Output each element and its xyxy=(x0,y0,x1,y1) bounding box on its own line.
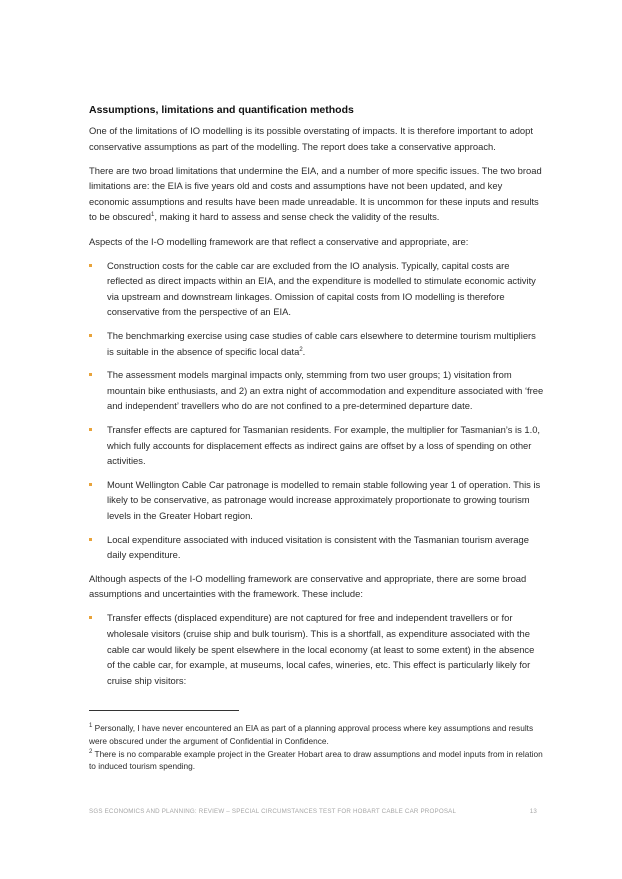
footnote-marker-1: 1 xyxy=(89,723,93,730)
list-item-text: Mount Wellington Cable Car patronage is modelled to remain stable following year 1 of operation. This is likely to be conservative, as patronage would increase approximately proportionate to growing tourism levels in the Greater Hobart region. xyxy=(107,478,541,521)
bullet-icon xyxy=(89,428,92,431)
paragraph-uncertainties: Although aspects of the I-O modelling framework are conservative and appropriate, there are some broad assumptions and uncertainties with the framework. These include: xyxy=(89,572,527,600)
uncertainties-list xyxy=(89,610,544,688)
footnote-2 xyxy=(89,748,549,774)
paragraph-aspects: Aspects of the I-O modelling framework are that reflect a conservative and appropriate, are: xyxy=(89,235,469,247)
list-item xyxy=(89,532,544,563)
list-item xyxy=(89,422,544,469)
footnote-ref-2[interactable]: 2 xyxy=(299,346,303,353)
footnote-marker-2: 2 xyxy=(89,748,93,755)
list-item xyxy=(89,477,544,524)
footnote-divider xyxy=(89,710,239,711)
bullet-icon xyxy=(89,616,92,619)
footnote-2-text: There is no comparable example project in the Greater Hobart area to draw assumptions and model inputs from in relation to induced tourism spending. xyxy=(89,748,543,772)
list-item-text: Construction costs for the cable car are excluded from the IO analysis. Typically, capital costs are reflected as direct impacts within an EIA, and the expenditure is modelled to stimulate economic activity via upstream and downstream linkages. Omission of capital costs from IO modelling is therefore conservative from the perspective of an EIA. xyxy=(107,259,536,318)
page-footer xyxy=(89,808,537,815)
section-heading: Assumptions, limitations and quantification methods xyxy=(89,104,354,116)
list-item xyxy=(89,258,544,320)
bullet-icon xyxy=(89,264,92,267)
list-item-text: The benchmarking exercise using case studies of cable cars elsewhere to determine tourism multipliers is suitable in the absence of specific local data xyxy=(107,330,536,357)
list-item xyxy=(89,610,544,688)
list-item xyxy=(89,328,544,359)
paragraph-limitations xyxy=(89,163,544,225)
footnote-ref-1[interactable]: 1 xyxy=(151,212,155,219)
list-item-text: The assessment models marginal impacts only, stemming from two user groups; 1) visitation from mountain bike enthusiasts, and 2) an extra night of accommodation and expenditure associated with ‘free and independent’ travellers who do are not confined to a pre-determined departure date. xyxy=(107,369,544,412)
list-item-text: Local expenditure associated with induced visitation is consistent with the Tasmanian tourism average daily expenditure. xyxy=(107,533,529,561)
bullet-icon xyxy=(89,538,92,541)
list-item-text: Transfer effects are captured for Tasmanian residents. For example, the multiplier for Tasmanian’s is 1.0, which fully accounts for displacement effects as indirect gains are offset by a loss of spending on other activities. xyxy=(107,424,541,467)
bullet-icon xyxy=(89,483,92,486)
conservative-aspects-list xyxy=(89,258,544,563)
list-item-text: Transfer effects (displaced expenditure) are not captured for free and independent travellers or for wholesale visitors (cruise ship and bulk tourism). This is a shortfall, as expenditure associated with the cable car would likely be spent elsewhere in the local economy (at least to some extent) in the absence of the cable car, for example, at museums, local cafes, wineries, etc. This effect is particularly likely for cruise ship visitors: xyxy=(107,612,535,686)
main-content xyxy=(89,103,544,696)
bullet-icon xyxy=(89,373,92,376)
bullet-icon xyxy=(89,334,92,337)
list-item xyxy=(89,367,544,414)
paragraph-limitations-tail: , making it hard to assess and sense check the validity of the results. xyxy=(154,211,440,223)
page-number: 13 xyxy=(529,808,537,815)
paragraph-intro: One of the limitations of IO modelling is its possible overstating of impacts. It is therefore important to adopt conservative assumptions as part of the modelling. The report does take a conservative approach. xyxy=(89,125,533,152)
footnote-1-text: Personally, I have never encountered an EIA as part of a planning approval process where key assumptions and results were obscured under the argument of Confidential in Confidence. xyxy=(89,723,534,746)
paragraph-limitations-text: There are two broad limitations that undermine the EIA, and a number of more specific issues. The two broad limitations are: the EIA is five years old and costs and assumptions have not been updated, and key economic assumptions and results have been made unreadable. It is uncommon for these inputs and results to be obscured xyxy=(89,164,542,223)
footer-text: SGS ECONOMICS AND PLANNING: REVIEW – SPECIAL CIRCUMSTANCES TEST FOR HOBART CABLE CAR PROPOSAL xyxy=(89,808,457,815)
list-item-tail: . xyxy=(302,345,306,357)
footnote-1 xyxy=(89,722,549,748)
footnotes xyxy=(89,722,549,773)
